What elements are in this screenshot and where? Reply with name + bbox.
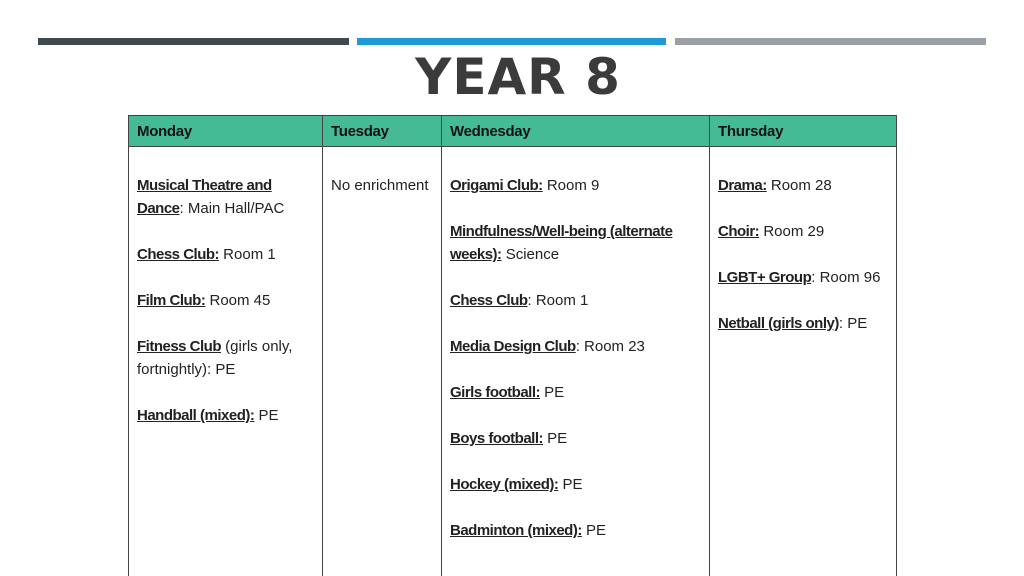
activity-name: Chess Club:	[137, 246, 220, 263]
table-header-row	[129, 116, 897, 147]
list-item	[718, 266, 890, 289]
monday-cell	[129, 147, 323, 576]
thursday-cell	[710, 147, 897, 576]
activity-location: Room 45	[205, 292, 271, 309]
tuesday-cell	[323, 147, 442, 576]
activity-name: Handball (mixed):	[137, 407, 255, 424]
activity-location: PE	[254, 407, 279, 424]
activity-name: Media Design Club	[450, 338, 576, 355]
activity-name: Fitness Club	[137, 338, 222, 355]
activity-name: Hockey (mixed):	[450, 476, 559, 493]
slide-title: YEAR 8	[415, 48, 621, 106]
list-item	[137, 289, 316, 312]
enrichment-schedule-table	[128, 115, 897, 576]
activity-name: Film Club:	[137, 292, 206, 309]
header-thursday: Thursday	[710, 116, 897, 147]
activity-name: Drama:	[718, 177, 767, 194]
activity-location: PE	[540, 384, 565, 401]
list-item	[718, 220, 890, 243]
activity-name: Musical Theatre and Dance	[137, 177, 272, 217]
list-item	[450, 427, 703, 450]
list-item	[718, 174, 890, 197]
activity-name: Origami Club:	[450, 177, 543, 194]
list-item	[137, 174, 316, 220]
activity-location: Room 28	[766, 177, 832, 194]
list-item	[450, 335, 703, 358]
activity-name: Boys football:	[450, 430, 543, 447]
list-item	[137, 243, 316, 266]
list-item	[450, 289, 703, 312]
activity-location: : Main Hall/PAC	[179, 200, 285, 217]
activity-location: Room 9	[542, 177, 600, 194]
activity-location: : PE	[838, 315, 868, 332]
list-item	[137, 335, 316, 381]
activity-name: LGBT+ Group	[718, 269, 812, 286]
activity-location: Science	[501, 246, 560, 263]
activity-location: Room 1	[219, 246, 276, 263]
header-wednesday: Wednesday	[442, 116, 710, 147]
list-item	[450, 174, 703, 197]
header-tuesday: Tuesday	[323, 116, 442, 147]
activity-location: : Room 96	[811, 269, 881, 286]
list-item	[450, 381, 703, 404]
activity-name: Girls football:	[450, 384, 540, 401]
activity-location: Room 29	[759, 223, 825, 240]
activity-location: PE	[581, 522, 607, 539]
list-item	[450, 519, 703, 542]
activity-location: : Room 23	[575, 338, 645, 355]
activity-location: : Room 1	[527, 292, 589, 309]
wednesday-cell	[442, 147, 710, 576]
activity-name: Badminton (mixed):	[450, 522, 582, 539]
table-body-row	[129, 147, 897, 576]
activity-name: Choir:	[718, 223, 760, 240]
list-item	[718, 312, 890, 335]
activity-location: PE	[543, 430, 568, 447]
activity-name: Netball (girls only)	[718, 315, 839, 332]
no-enrichment-text: No enrichment	[331, 177, 429, 194]
header-monday: Monday	[129, 116, 323, 147]
activity-name: Mindfulness/Well-being (alternate weeks):	[450, 223, 673, 263]
list-item	[450, 220, 703, 266]
activity-name: Chess Club	[450, 292, 528, 309]
list-item	[137, 404, 316, 427]
activity-location: (girls only, fortnightly): PE	[137, 338, 293, 378]
list-item	[450, 473, 703, 496]
activity-location: PE	[558, 476, 583, 493]
